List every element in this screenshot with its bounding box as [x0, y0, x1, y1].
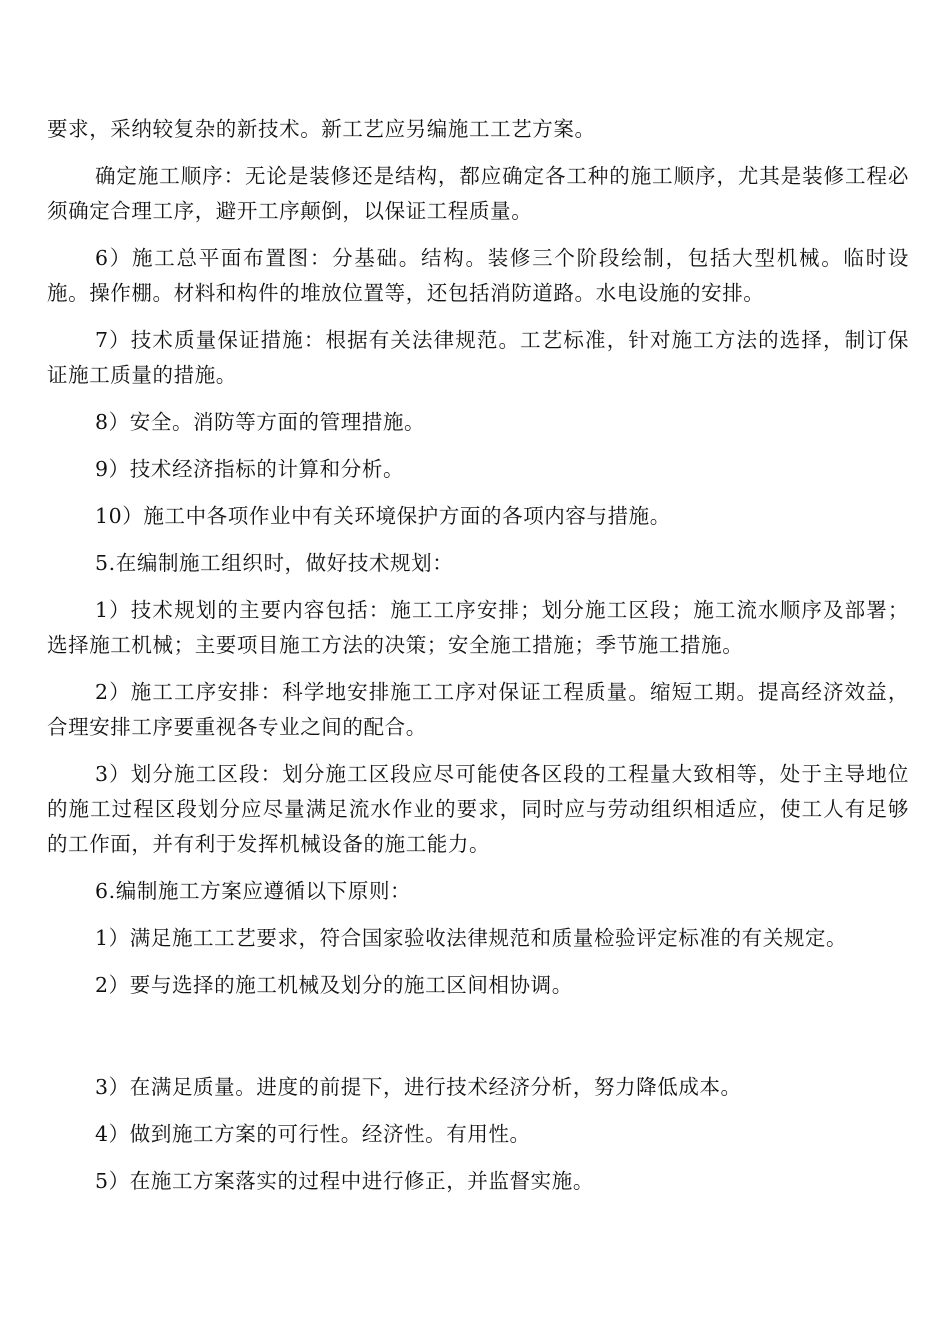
section-heading-technical-planning: 5.在编制施工组织时，做好技术规划：: [95, 551, 454, 575]
paragraph-safety-fire-measures: 8）安全。消防等方面的管理措施。: [95, 410, 426, 434]
paragraph-gap: [47, 1015, 909, 1070]
paragraph-site-layout-plan: 6）施工总平面布置图：分基础。结构。装修三个阶段绘制，包括大型机械。临时设施。操作棚。材料和构件的堆放位置等，还包括消防道路。水电设施的安排。: [47, 246, 909, 305]
paragraph-quality-measures: 7）技术质量保证措施：根据有关法律规范。工艺标准，针对施工方法的选择，制订保证施工质量的措施。: [47, 328, 909, 387]
paragraph-economic-indicators: 9）技术经济指标的计算和分析。: [95, 457, 405, 481]
document-body: [47, 112, 909, 1211]
paragraph-section-division: 3）划分施工区段：划分施工区段应尽可能使各区段的工程量大致相等，处于主导地位的施工过程区段划分应尽量满足流水作业的要求，同时应与劳动组织相适应，使工人有足够的工作面，并有利于发挥机械设备的施工能力。: [47, 762, 909, 856]
paragraph-environmental-protection: 10）施工中各项作业中有关环境保护方面的各项内容与措施。: [95, 504, 671, 528]
section-heading-plan-principles: 6.编制施工方案应遵循以下原则：: [95, 879, 412, 903]
paragraph-requirement-continuation: 要求，采纳较复杂的新技术。新工艺应另编施工工艺方案。: [47, 117, 596, 141]
principle-item-2: 2）要与选择的施工机械及划分的施工区间相协调。: [95, 973, 573, 997]
principle-item-3: 3）在满足质量。进度的前提下，进行技术经济分析，努力降低成本。: [95, 1075, 742, 1099]
paragraph-process-arrangement: 2）施工工序安排：科学地安排施工工序对保证工程质量。缩短工期。提高经济效益，合理安排工序要重视各专业之间的配合。: [47, 680, 909, 739]
principle-item-1: 1）满足施工工艺要求，符合国家验收法律规范和质量检验评定标准的有关规定。: [95, 926, 848, 950]
paragraph-planning-contents: 1）技术规划的主要内容包括：施工工序安排；划分施工区段；施工流水顺序及部署；选择施工机械；主要项目施工方法的决策；安全施工措施；季节施工措施。: [47, 598, 909, 657]
principle-item-4: 4）做到施工方案的可行性。经济性。有用性。: [95, 1122, 531, 1146]
principle-item-5: 5）在施工方案落实的过程中进行修正，并监督实施。: [95, 1169, 594, 1193]
paragraph-construction-order: 确定施工顺序：无论是装修还是结构，都应确定各工种的施工顺序，尤其是装修工程必须确定合理工序，避开工序颠倒，以保证工程质量。: [47, 164, 909, 223]
